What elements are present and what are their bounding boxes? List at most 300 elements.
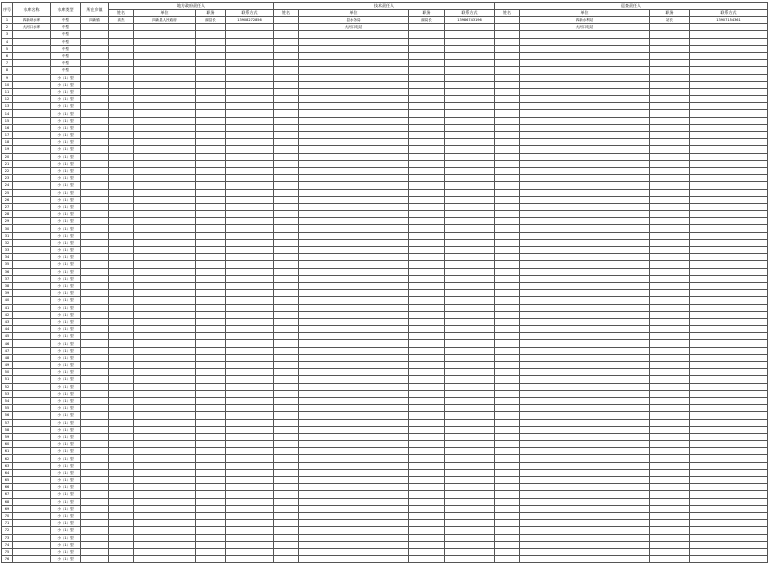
table-row xyxy=(2,383,768,390)
cell-reservoir-name xyxy=(13,110,51,117)
cell-patrol-position xyxy=(650,139,690,146)
cell-patrol-unit: 大河口电站 xyxy=(520,24,650,31)
cell-gov-name xyxy=(109,527,134,534)
table-row xyxy=(2,239,768,246)
table-row xyxy=(2,167,768,174)
cell-town xyxy=(81,31,109,38)
cell-gov-position xyxy=(196,268,226,275)
cell-patrol-name xyxy=(495,74,520,81)
cell-patrol-unit xyxy=(520,333,650,340)
cell-patrol-position xyxy=(650,282,690,289)
cell-tech-position xyxy=(409,175,445,182)
cell-reservoir-name xyxy=(13,225,51,232)
cell-reservoir-name xyxy=(13,311,51,318)
cell-patrol-name xyxy=(495,527,520,534)
cell-gov-unit xyxy=(134,24,196,31)
table-row xyxy=(2,132,768,139)
cell-patrol-position xyxy=(650,390,690,397)
cell-tech-unit xyxy=(299,376,409,383)
cell-patrol-phone xyxy=(690,275,768,282)
cell-index: 42 xyxy=(2,311,13,318)
cell-patrol-position xyxy=(650,203,690,210)
table-row xyxy=(2,505,768,512)
cell-gov-position xyxy=(196,512,226,519)
cell-gov-position xyxy=(196,354,226,361)
cell-gov-phone xyxy=(226,426,274,433)
cell-gov-phone xyxy=(226,124,274,131)
cell-index: 1 xyxy=(2,17,13,24)
cell-reservoir-name xyxy=(13,376,51,383)
cell-reservoir-name xyxy=(13,81,51,88)
cell-town xyxy=(81,541,109,548)
cell-patrol-position xyxy=(650,31,690,38)
cell-tech-name xyxy=(274,247,299,254)
cell-town xyxy=(81,24,109,31)
tech-name-header: 姓名 xyxy=(274,10,299,17)
cell-gov-phone xyxy=(226,548,274,555)
cell-gov-unit xyxy=(134,369,196,376)
cell-town xyxy=(81,196,109,203)
cell-index: 59 xyxy=(2,433,13,440)
table-row xyxy=(2,433,768,440)
cell-gov-position xyxy=(196,88,226,95)
cell-gov-name xyxy=(109,124,134,131)
cell-patrol-phone xyxy=(690,318,768,325)
cell-tech-name xyxy=(274,88,299,95)
cell-patrol-position xyxy=(650,304,690,311)
cell-tech-name xyxy=(274,527,299,534)
cell-gov-phone: 13908272856 xyxy=(226,17,274,24)
cell-patrol-phone xyxy=(690,45,768,52)
cell-gov-position xyxy=(196,52,226,59)
cell-reservoir-type: 中型 xyxy=(51,60,81,67)
cell-gov-position xyxy=(196,24,226,31)
cell-gov-name xyxy=(109,211,134,218)
cell-reservoir-type: 小（1）型 xyxy=(51,477,81,484)
cell-reservoir-type: 小（1）型 xyxy=(51,512,81,519)
cell-tech-unit xyxy=(299,139,409,146)
cell-tech-position xyxy=(409,534,445,541)
cell-reservoir-name xyxy=(13,88,51,95)
cell-reservoir-name xyxy=(13,132,51,139)
cell-index: 61 xyxy=(2,448,13,455)
cell-gov-position xyxy=(196,433,226,440)
cell-tech-phone xyxy=(445,31,495,38)
table-row xyxy=(2,45,768,52)
cell-gov-name xyxy=(109,390,134,397)
cell-patrol-unit xyxy=(520,74,650,81)
cell-reservoir-type: 小（1）型 xyxy=(51,548,81,555)
cell-gov-unit xyxy=(134,67,196,74)
cell-patrol-unit xyxy=(520,96,650,103)
cell-gov-phone xyxy=(226,146,274,153)
cell-patrol-phone xyxy=(690,347,768,354)
cell-tech-phone xyxy=(445,405,495,412)
cell-tech-name xyxy=(274,441,299,448)
cell-gov-phone xyxy=(226,412,274,419)
cell-town xyxy=(81,254,109,261)
cell-gov-unit xyxy=(134,239,196,246)
cell-tech-phone xyxy=(445,448,495,455)
cell-reservoir-type: 小（1）型 xyxy=(51,254,81,261)
cell-gov-position xyxy=(196,31,226,38)
cell-patrol-name xyxy=(495,139,520,146)
cell-reservoir-name xyxy=(13,52,51,59)
cell-town xyxy=(81,326,109,333)
cell-patrol-position xyxy=(650,290,690,297)
cell-patrol-unit xyxy=(520,117,650,124)
cell-patrol-unit xyxy=(520,124,650,131)
cell-patrol-unit xyxy=(520,232,650,239)
cell-gov-position xyxy=(196,556,226,563)
cell-gov-name xyxy=(109,52,134,59)
cell-gov-position xyxy=(196,81,226,88)
cell-gov-unit xyxy=(134,218,196,225)
cell-patrol-position xyxy=(650,362,690,369)
cell-tech-unit xyxy=(299,556,409,563)
tech-unit-header: 单位 xyxy=(299,10,409,17)
cell-patrol-phone xyxy=(690,512,768,519)
cell-reservoir-name xyxy=(13,60,51,67)
cell-gov-name xyxy=(109,448,134,455)
cell-gov-position xyxy=(196,520,226,527)
cell-tech-name xyxy=(274,383,299,390)
cell-gov-name xyxy=(109,362,134,369)
cell-patrol-position xyxy=(650,455,690,462)
cell-tech-phone: 13986743196 xyxy=(445,17,495,24)
cell-tech-unit xyxy=(299,247,409,254)
cell-tech-name xyxy=(274,397,299,404)
cell-tech-name xyxy=(274,347,299,354)
cell-tech-name xyxy=(274,362,299,369)
cell-tech-phone xyxy=(445,383,495,390)
cell-tech-position xyxy=(409,397,445,404)
cell-gov-phone xyxy=(226,261,274,268)
cell-gov-position xyxy=(196,455,226,462)
cell-tech-name xyxy=(274,175,299,182)
cell-gov-position xyxy=(196,340,226,347)
cell-patrol-position xyxy=(650,527,690,534)
cell-town xyxy=(81,175,109,182)
cell-tech-name xyxy=(274,24,299,31)
cell-tech-position xyxy=(409,67,445,74)
cell-patrol-phone xyxy=(690,311,768,318)
cell-patrol-position xyxy=(650,146,690,153)
cell-reservoir-name xyxy=(13,412,51,419)
cell-patrol-unit xyxy=(520,340,650,347)
cell-patrol-phone xyxy=(690,153,768,160)
cell-gov-phone xyxy=(226,390,274,397)
cell-town xyxy=(81,498,109,505)
cell-patrol-position xyxy=(650,397,690,404)
cell-tech-phone xyxy=(445,232,495,239)
cell-patrol-phone xyxy=(690,405,768,412)
cell-gov-unit xyxy=(134,534,196,541)
cell-patrol-position xyxy=(650,124,690,131)
cell-tech-name xyxy=(274,196,299,203)
cell-index: 30 xyxy=(2,225,13,232)
table-row xyxy=(2,74,768,81)
cell-tech-name xyxy=(274,31,299,38)
cell-patrol-name xyxy=(495,469,520,476)
cell-reservoir-name xyxy=(13,275,51,282)
cell-gov-phone xyxy=(226,74,274,81)
cell-reservoir-name xyxy=(13,433,51,440)
cell-patrol-unit xyxy=(520,297,650,304)
cell-tech-unit xyxy=(299,448,409,455)
cell-gov-phone xyxy=(226,275,274,282)
cell-gov-name xyxy=(109,541,134,548)
cell-patrol-unit xyxy=(520,139,650,146)
table-row xyxy=(2,498,768,505)
cell-gov-position xyxy=(196,196,226,203)
cell-patrol-phone xyxy=(690,24,768,31)
cell-patrol-unit xyxy=(520,541,650,548)
cell-tech-phone xyxy=(445,247,495,254)
cell-tech-name xyxy=(274,232,299,239)
cell-patrol-name xyxy=(495,405,520,412)
cell-tech-name xyxy=(274,369,299,376)
cell-patrol-phone xyxy=(690,390,768,397)
cell-tech-phone xyxy=(445,505,495,512)
cell-tech-position: 副局长 xyxy=(409,17,445,24)
cell-tech-name xyxy=(274,60,299,67)
cell-tech-unit xyxy=(299,196,409,203)
cell-tech-phone xyxy=(445,175,495,182)
cell-tech-position xyxy=(409,96,445,103)
cell-reservoir-name xyxy=(13,304,51,311)
cell-patrol-position xyxy=(650,239,690,246)
cell-tech-phone xyxy=(445,498,495,505)
cell-patrol-unit xyxy=(520,512,650,519)
cell-gov-unit xyxy=(134,132,196,139)
cell-reservoir-type: 中型 xyxy=(51,45,81,52)
cell-reservoir-name xyxy=(13,333,51,340)
cell-town xyxy=(81,419,109,426)
cell-patrol-name xyxy=(495,455,520,462)
cell-tech-phone xyxy=(445,318,495,325)
cell-patrol-name xyxy=(495,31,520,38)
cell-tech-name xyxy=(274,376,299,383)
cell-gov-unit xyxy=(134,81,196,88)
cell-patrol-phone xyxy=(690,383,768,390)
cell-index: 15 xyxy=(2,117,13,124)
cell-gov-phone xyxy=(226,326,274,333)
table-row xyxy=(2,541,768,548)
table-row xyxy=(2,477,768,484)
table-row xyxy=(2,441,768,448)
cell-gov-phone xyxy=(226,311,274,318)
cell-gov-name xyxy=(109,175,134,182)
table-row xyxy=(2,24,768,31)
cell-tech-position xyxy=(409,556,445,563)
cell-tech-position xyxy=(409,362,445,369)
cell-index: 45 xyxy=(2,333,13,340)
cell-reservoir-type: 小（1）型 xyxy=(51,397,81,404)
cell-gov-position xyxy=(196,160,226,167)
cell-patrol-phone xyxy=(690,160,768,167)
cell-patrol-unit xyxy=(520,534,650,541)
cell-gov-unit xyxy=(134,412,196,419)
cell-gov-unit xyxy=(134,304,196,311)
cell-patrol-name xyxy=(495,182,520,189)
cell-patrol-unit xyxy=(520,520,650,527)
cell-patrol-position xyxy=(650,110,690,117)
cell-patrol-phone xyxy=(690,505,768,512)
cell-reservoir-name xyxy=(13,441,51,448)
cell-gov-name xyxy=(109,326,134,333)
cell-gov-position xyxy=(196,239,226,246)
cell-patrol-position xyxy=(650,88,690,95)
cell-tech-unit xyxy=(299,182,409,189)
cell-tech-position xyxy=(409,498,445,505)
cell-tech-phone xyxy=(445,67,495,74)
cell-tech-position xyxy=(409,412,445,419)
cell-gov-phone xyxy=(226,268,274,275)
cell-index: 33 xyxy=(2,247,13,254)
cell-index: 34 xyxy=(2,254,13,261)
cell-gov-unit xyxy=(134,347,196,354)
cell-reservoir-type: 小（1）型 xyxy=(51,527,81,534)
cell-gov-phone xyxy=(226,132,274,139)
cell-tech-position xyxy=(409,211,445,218)
cell-gov-name xyxy=(109,498,134,505)
cell-patrol-phone xyxy=(690,376,768,383)
cell-gov-name xyxy=(109,132,134,139)
cell-tech-unit xyxy=(299,31,409,38)
cell-gov-unit xyxy=(134,527,196,534)
cell-tech-unit: 大河口电站 xyxy=(299,24,409,31)
cell-tech-position xyxy=(409,110,445,117)
cell-town xyxy=(81,354,109,361)
cell-gov-name xyxy=(109,433,134,440)
cell-index: 8 xyxy=(2,67,13,74)
cell-gov-position xyxy=(196,74,226,81)
cell-gov-unit xyxy=(134,397,196,404)
cell-reservoir-name xyxy=(13,426,51,433)
cell-patrol-name xyxy=(495,369,520,376)
cell-tech-phone xyxy=(445,153,495,160)
cell-town xyxy=(81,426,109,433)
cell-patrol-phone xyxy=(690,225,768,232)
tech-phone-header: 联系方式 xyxy=(445,10,495,17)
cell-tech-unit xyxy=(299,268,409,275)
cell-gov-phone xyxy=(226,455,274,462)
cell-index: 28 xyxy=(2,211,13,218)
cell-tech-name xyxy=(274,311,299,318)
cell-gov-position xyxy=(196,153,226,160)
cell-town xyxy=(81,412,109,419)
cell-tech-name xyxy=(274,333,299,340)
cell-reservoir-type: 小（1）型 xyxy=(51,311,81,318)
cell-patrol-phone xyxy=(690,282,768,289)
cell-index: 25 xyxy=(2,189,13,196)
cell-tech-phone xyxy=(445,189,495,196)
cell-town xyxy=(81,390,109,397)
cell-reservoir-name xyxy=(13,462,51,469)
cell-index: 52 xyxy=(2,383,13,390)
cell-patrol-position: 站长 xyxy=(650,17,690,24)
cell-town xyxy=(81,218,109,225)
cell-patrol-unit xyxy=(520,383,650,390)
cell-patrol-unit xyxy=(520,326,650,333)
table-row xyxy=(2,484,768,491)
cell-patrol-position xyxy=(650,103,690,110)
cell-reservoir-name xyxy=(13,469,51,476)
cell-patrol-name xyxy=(495,448,520,455)
cell-gov-phone xyxy=(226,419,274,426)
table-row xyxy=(2,232,768,239)
cell-gov-phone xyxy=(226,182,274,189)
table-row xyxy=(2,203,768,210)
cell-patrol-unit xyxy=(520,175,650,182)
cell-reservoir-type: 小（1）型 xyxy=(51,333,81,340)
cell-tech-phone xyxy=(445,362,495,369)
gov-name-header: 姓名 xyxy=(109,10,134,17)
cell-patrol-unit xyxy=(520,60,650,67)
cell-patrol-position xyxy=(650,354,690,361)
cell-patrol-phone xyxy=(690,38,768,45)
cell-gov-position xyxy=(196,45,226,52)
cell-gov-position xyxy=(196,182,226,189)
cell-patrol-phone xyxy=(690,362,768,369)
cell-tech-unit xyxy=(299,160,409,167)
cell-reservoir-type: 小（1）型 xyxy=(51,110,81,117)
cell-tech-phone xyxy=(445,290,495,297)
table-row xyxy=(2,275,768,282)
cell-reservoir-type: 小（1）型 xyxy=(51,505,81,512)
cell-reservoir-name xyxy=(13,211,51,218)
cell-patrol-unit xyxy=(520,556,650,563)
cell-gov-position xyxy=(196,498,226,505)
cell-patrol-position xyxy=(650,261,690,268)
table-row xyxy=(2,139,768,146)
cell-gov-position xyxy=(196,67,226,74)
cell-tech-name xyxy=(274,132,299,139)
cell-gov-unit xyxy=(134,469,196,476)
table-row xyxy=(2,369,768,376)
header-row-groups xyxy=(2,3,768,10)
cell-reservoir-type: 小（1）型 xyxy=(51,146,81,153)
cell-reservoir-type: 小（1）型 xyxy=(51,541,81,548)
cell-tech-unit xyxy=(299,362,409,369)
cell-gov-position xyxy=(196,124,226,131)
cell-town xyxy=(81,110,109,117)
cell-patrol-unit xyxy=(520,304,650,311)
cell-patrol-position xyxy=(650,347,690,354)
cell-gov-unit xyxy=(134,60,196,67)
cell-patrol-position xyxy=(650,556,690,563)
cell-reservoir-type: 小（1）型 xyxy=(51,412,81,419)
cell-patrol-phone xyxy=(690,297,768,304)
table-body xyxy=(2,17,768,563)
cell-tech-phone xyxy=(445,541,495,548)
cell-tech-phone xyxy=(445,354,495,361)
cell-town xyxy=(81,132,109,139)
table-row xyxy=(2,469,768,476)
cell-tech-position xyxy=(409,390,445,397)
cell-town xyxy=(81,433,109,440)
cell-index: 66 xyxy=(2,484,13,491)
cell-reservoir-name: 大河口水库 xyxy=(13,24,51,31)
cell-gov-name xyxy=(109,45,134,52)
cell-gov-unit xyxy=(134,45,196,52)
cell-tech-phone xyxy=(445,239,495,246)
cell-patrol-unit xyxy=(520,484,650,491)
table-row xyxy=(2,261,768,268)
cell-index: 43 xyxy=(2,318,13,325)
cell-reservoir-name xyxy=(13,31,51,38)
